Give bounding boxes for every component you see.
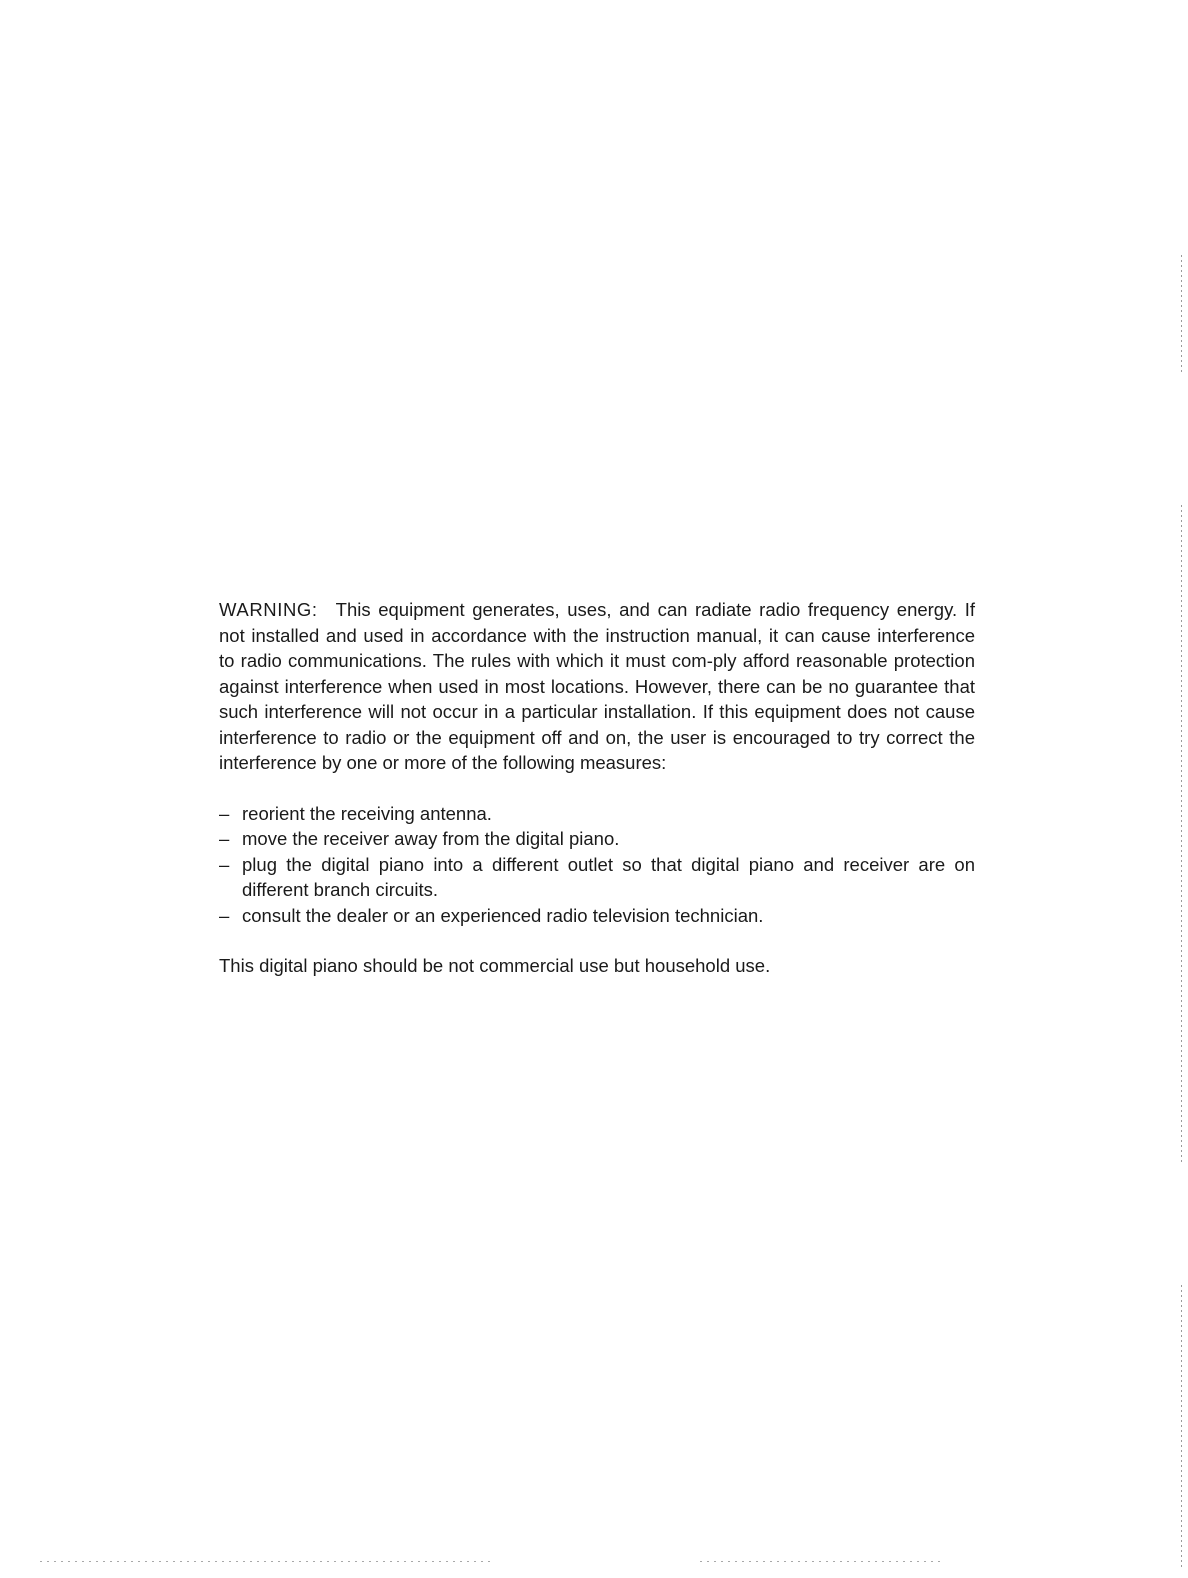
scan-bottom-mark bbox=[700, 1561, 940, 1562]
dash-bullet: – bbox=[219, 828, 230, 849]
measure-text: move the receiver away from the digital piano. bbox=[242, 828, 620, 849]
scan-edge-mark bbox=[1181, 255, 1182, 375]
measure-text: plug the digital piano into a different outlet so that digital piano and receiver are on different branch circuits. bbox=[242, 853, 975, 900]
warning-text: This equipment generates, uses, and can radiate radio frequency energy. If not installed and used in accordance with the instruction manual, it can cause interference to radio communications. The rules with which it must com-ply afford reasonable protection against interference when used in most locations. However, there can be no guarantee that such interference will not occur in a particular installation. If this equipment does not cause interference to radio or the equipment off and on, the user is encouraged to try correct the interference by one or more of the following measures: bbox=[219, 599, 975, 773]
measure-text: reorient the receiving antenna. bbox=[242, 802, 492, 824]
scan-edge-mark bbox=[1181, 1285, 1182, 1570]
fcc-notice bbox=[219, 597, 975, 979]
dash-bullet: – bbox=[219, 853, 230, 875]
list-item bbox=[219, 801, 975, 827]
dash-bullet: – bbox=[219, 904, 230, 926]
scan-edge-mark bbox=[1181, 505, 1182, 1165]
list-item bbox=[219, 826, 975, 852]
closing-statement: This digital piano should be not commercial use but household use. bbox=[219, 955, 771, 976]
list-item bbox=[219, 903, 975, 929]
warning-label: WARNING: bbox=[219, 599, 318, 620]
scan-bottom-mark bbox=[40, 1561, 490, 1562]
dash-bullet: – bbox=[219, 802, 230, 824]
measure-text: consult the dealer or an experienced radio television technician. bbox=[242, 904, 764, 926]
measures-list bbox=[219, 801, 975, 929]
warning-paragraph bbox=[219, 597, 975, 776]
list-item bbox=[219, 852, 975, 903]
